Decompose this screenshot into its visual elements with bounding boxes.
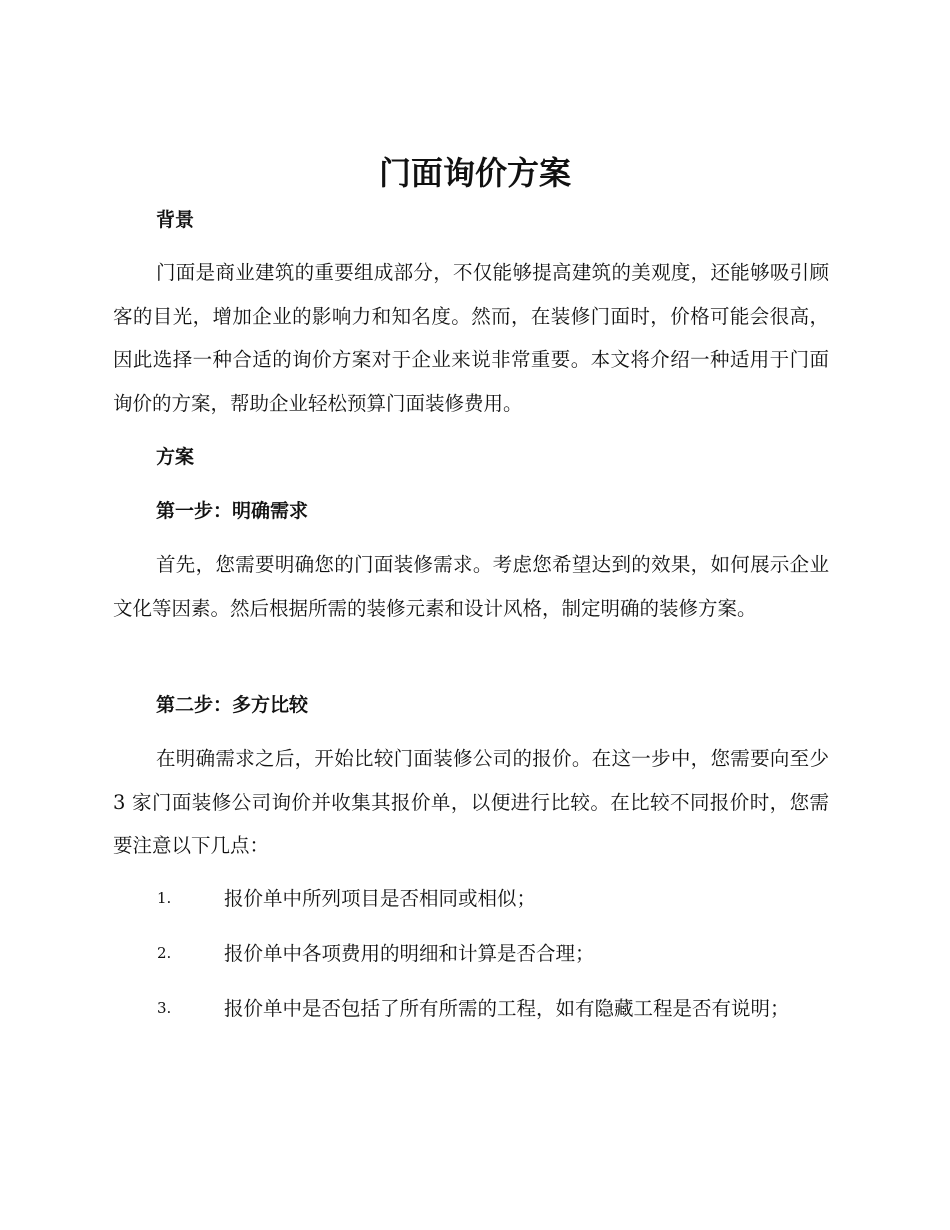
- list-item: [113, 932, 829, 976]
- list-item-number: 1.: [157, 889, 172, 907]
- list-item-text: 报价单中各项费用的明细和计算是否合理；: [224, 942, 595, 965]
- list-item-number: 2.: [157, 944, 172, 962]
- background-paragraph: 门面是商业建筑的重要组成部分，不仅能够提高建筑的美观度，还能够吸引顾客的目光，增加企业的影响力和知名度。然而，在装修门面时，价格可能会很高，因此选择一种合适的询价方案对于企业来说非常重要。本文将介绍一种适用于门面询价的方案，帮助企业轻松预算门面装修费用。: [113, 261, 829, 415]
- list-item-text: 报价单中所列项目是否相同或相似；: [224, 887, 537, 910]
- list-item-text: 报价单中是否包括了所有所需的工程，如有隐藏工程是否有说明；: [224, 997, 790, 1020]
- list-item-number: 3.: [157, 999, 172, 1017]
- section-heading-background: 背景: [156, 209, 195, 231]
- step-two-paragraph: 在明确需求之后，开始比较门面装修公司的报价。在这一步中，您需要向至少 3 家门面装修公司询价并收集其报价单，以便进行比较。在比较不同报价时，您需要注意以下几点：: [113, 747, 829, 857]
- list-item: [113, 987, 829, 1031]
- list-item: [113, 877, 829, 921]
- document-title: 门面询价方案: [378, 154, 571, 192]
- step-one-paragraph: 首先，您需要明确您的门面装修需求。考虑您希望达到的效果，如何展示企业文化等因素。然后根据所需的装修元素和设计风格，制定明确的装修方案。: [113, 553, 829, 620]
- section-heading-step-one: 第一步：明确需求: [156, 500, 309, 522]
- section-heading-plan: 方案: [156, 446, 195, 468]
- section-heading-step-two: 第二步：多方比较: [156, 694, 309, 716]
